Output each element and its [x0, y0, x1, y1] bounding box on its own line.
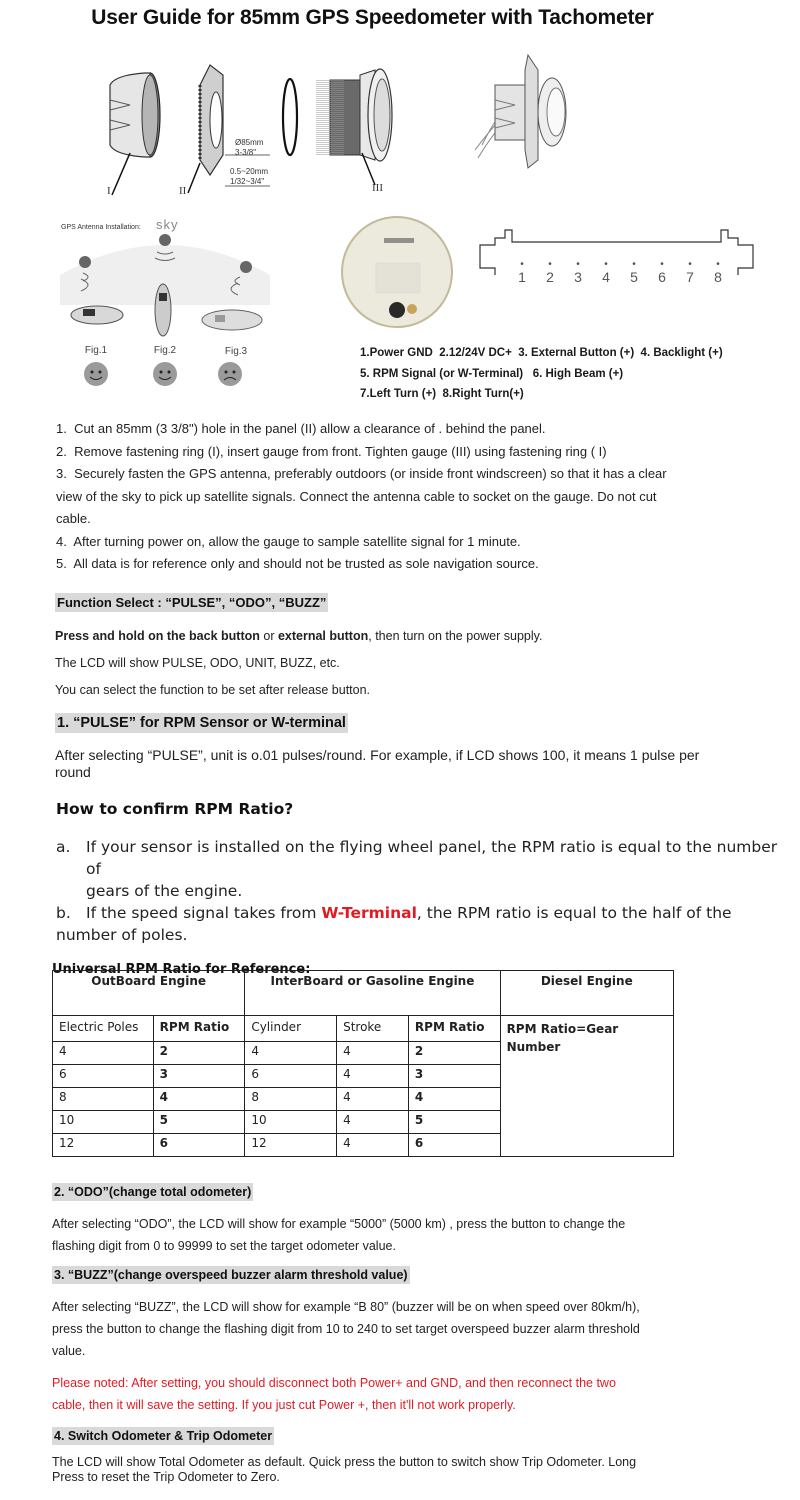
w-terminal-highlight: W-Terminal [321, 904, 417, 922]
gps-antenna-section [55, 215, 275, 390]
figure-1-label: Fig.1 [84, 345, 108, 356]
function-select-heading: Function Select : “PULSE”, “ODO”, “BUZZ” [57, 595, 327, 610]
assembled-gauge-illustration [470, 50, 590, 170]
column-header: Electric Poles [53, 1016, 154, 1042]
function-select-release-text: You can select the function to be set after release button. [55, 683, 371, 697]
install-step: 2. Remove fastening ring (I), insert gauge from front. Tighten gauge (III) using fastening ring ( I) [56, 443, 607, 459]
rpm-ratio-list: a. If your sensor is installed on the flying wheel panel, the RPM ratio is equal to the number of gears of the engine. b. If the speed signal takes from W-Terminal, the RPM ratio is equal to the half of the number of poles. [56, 836, 786, 946]
odo-section [52, 1183, 772, 1257]
happy-face-icon [83, 361, 109, 387]
gps-satellite-illustration [55, 215, 275, 345]
switch-odometer-description: The LCD will show Total Odometer as default. Quick press the button to switch show Trip Odometer. Long Press to reset the Trip Odometer to Zero. [52, 1455, 637, 1484]
pin-legend-line: 5. RPM Signal (or W-Terminal) 6. High Beam (+) [360, 367, 624, 380]
table-row: 4 2 4 4 2 [53, 1042, 674, 1065]
connector-diagram [475, 225, 760, 295]
connector-pin-7: • 7 [686, 259, 694, 285]
rpm-ratio-item-b: b. If the speed signal takes from W-Terminal, the RPM ratio is equal to the half of the [56, 904, 732, 922]
group-diesel: Diesel Engine [500, 971, 673, 1016]
switch-odometer-section [52, 1427, 772, 1485]
connector-pin-8: • 8 [714, 259, 722, 285]
buzz-section [52, 1266, 772, 1362]
connector-pin-4: • 4 [602, 259, 610, 285]
connector-pin-3: • 3 [574, 259, 582, 285]
install-step: 3. Securely fasten the GPS antenna, preferably outdoors (or inside front windscreen) so that it has a clear [56, 466, 667, 481]
table-row: 8 4 8 4 4 [53, 1088, 674, 1111]
sky-label: sky [156, 217, 179, 232]
table-row: 12 6 12 4 6 [53, 1134, 674, 1157]
connector-pin-6: • 6 [658, 259, 666, 285]
pin-legend [360, 343, 723, 405]
pulse-heading: 1. “PULSE” for RPM Sensor or W-terminal [57, 715, 346, 731]
panel-thickness-label: 0.5~20mm 1/32~3/4" [230, 167, 269, 186]
diesel-note: RPM Ratio=Gear Number [500, 1016, 673, 1157]
odo-heading: 2. “ODO”(change total odometer) [54, 1185, 252, 1199]
figure-1 [83, 345, 109, 356]
function-select-instruction: Press and hold on the back button or external button, then turn on the power supply. [55, 629, 543, 643]
table-header-row [53, 971, 674, 1016]
table-row: 10 5 10 4 5 [53, 1111, 674, 1134]
rpm-ratio-heading: How to confirm RPM Ratio? [56, 800, 294, 818]
install-step: view of the sky to pick up satellite signals. Connect the antenna cable to socket on the gauge. Do not cut [56, 488, 657, 504]
install-step: 1. Cut an 85mm (3 3/8") hole in the panel (II) allow a clearance of . behind the panel. [56, 421, 546, 436]
table-row: 6 3 6 4 3 [53, 1065, 674, 1088]
gauge-back-photo [340, 215, 455, 330]
part-label-ii: II [179, 185, 187, 197]
rpm-ratio-table [52, 970, 674, 1157]
hole-diameter-label: Ø85mm 3-3/8" [235, 138, 264, 157]
settings-save-note: Please noted: After setting, you should disconnect both Power+ and GND, and then reconnect the two cable, then it will save the setting. If you just cut Power +, then it'll not work properly. [52, 1376, 616, 1412]
figure-2-label: Fig.2 [153, 345, 177, 356]
connector-pin-5: • 5 [630, 259, 638, 285]
install-step: 5. All data is for reference only and should not be trusted as sole navigation source. [56, 556, 539, 571]
odo-description: After selecting “ODO”, the LCD will show for example “5000” (5000 km) , press the button to change the flashing digit from 0 to 99999 to set the target odometer value. [52, 1217, 626, 1253]
rpm-table-caption: Universal RPM Ratio for Reference: [52, 962, 311, 977]
happy-face-icon [152, 361, 178, 387]
column-header: Stroke [337, 1016, 409, 1042]
connector-pins [508, 261, 732, 285]
switch-odometer-heading: 4. Switch Odometer & Trip Odometer [54, 1429, 273, 1443]
pulse-description: After selecting “PULSE”, unit is o.01 pulses/round. For example, if LCD shows 100, it means 1 pulse per round [55, 747, 700, 780]
column-header: Cylinder [245, 1016, 337, 1042]
sad-face-icon [217, 361, 243, 387]
connector-pin-2: • 2 [546, 259, 554, 285]
gps-antenna-caption: GPS Antenna Installation: [61, 224, 141, 231]
figure-3-label: Fig.3 [224, 346, 248, 357]
function-select-section [55, 593, 755, 697]
figure-2 [152, 345, 178, 356]
pin-legend-line: 1.Power GND 2.12/24V DC+ 3. External Button (+) 4. Backlight (+) [360, 347, 723, 359]
buzz-heading: 3. “BUZZ”(change overspeed buzzer alarm threshold value) [54, 1268, 408, 1282]
group-outboard: OutBoard Engine [53, 971, 245, 1016]
pin-legend-line: 7.Left Turn (+) 8.Right Turn(+) [360, 388, 524, 400]
page-title: User Guide for 85mm GPS Speedometer with Tachometer [91, 6, 654, 29]
column-header: RPM Ratio [153, 1016, 245, 1042]
function-select-lcd-text: The LCD will show PULSE, ODO, UNIT, BUZZ, etc. [55, 656, 340, 670]
rpm-ratio-section [52, 800, 786, 977]
figure-3 [223, 346, 249, 357]
group-interboard: InterBoard or Gasoline Engine [245, 971, 500, 1016]
part-label-iii: III [372, 182, 383, 194]
table-subheader-row [53, 1016, 674, 1042]
install-steps [56, 418, 756, 576]
column-header: RPM Ratio [408, 1016, 500, 1042]
connector-pin-1: • 1 [518, 259, 526, 285]
buzz-description: After selecting “BUZZ”, the LCD will show for example “B 80” (buzzer will be on when speed over 80km/h), press the button to change the flashing digit from 10 to 240 to set target overspeed buzzer alarm threshold value. [52, 1300, 640, 1358]
installation-diagram [90, 45, 410, 205]
pulse-section [55, 713, 775, 781]
rpm-ratio-item-a: a. If your sensor is installed on the flying wheel panel, the RPM ratio is equal to the number of gears of the engine. [56, 838, 778, 900]
install-step: cable. [56, 511, 91, 526]
part-label-i: I [107, 185, 111, 197]
install-step: 4. After turning power on, allow the gauge to sample satellite signal for 1 minute. [56, 533, 521, 549]
